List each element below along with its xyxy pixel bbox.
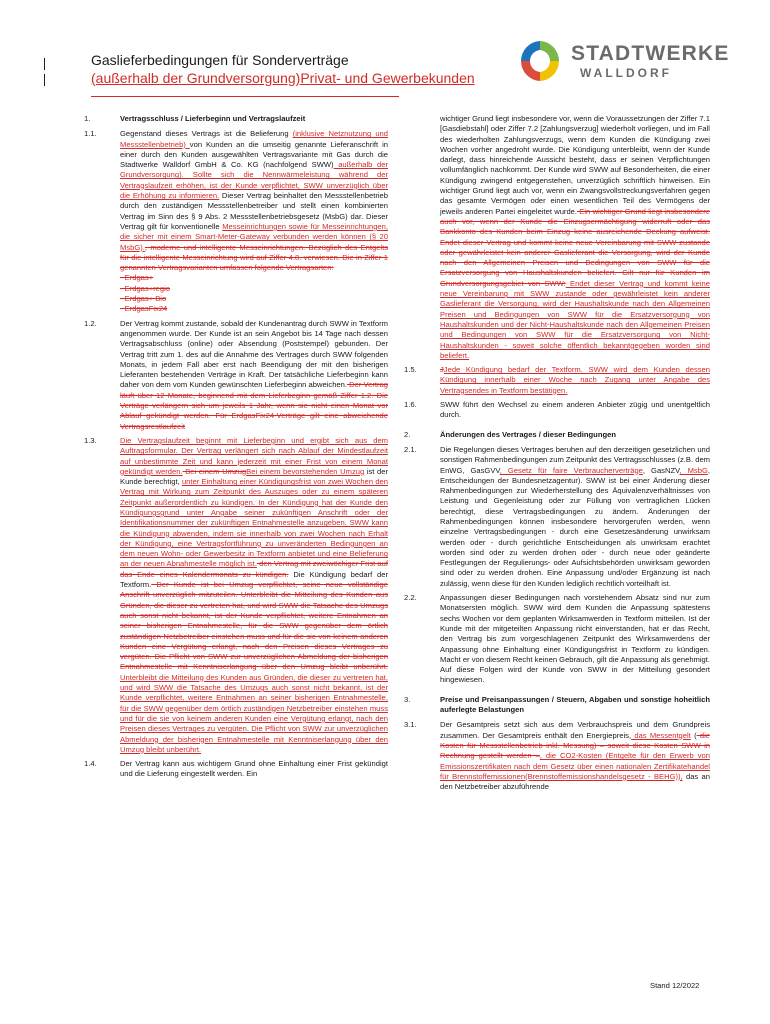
logo-arc-red: [521, 61, 540, 81]
logo-arc-yellow: [540, 61, 559, 81]
clause-text: das an den Netzbetreiber abzuführende: [440, 771, 710, 792]
clause-text: SWW führt den Wechsel zu einem anderen Anbieter zügig und unentgeltlich durch.: [440, 400, 710, 420]
clause-1-6: [404, 400, 710, 421]
logo-city: WALLDORF: [580, 66, 672, 80]
inserted-text: Bei einem bevorstehenden Umzug: [246, 466, 365, 476]
inserted-text: Messeinrichtungen sowie für Messeinrichtungen, die sicher mit einem Smart-Meter-Gateway verbunden werden können (§ 20 MsbG).: [120, 221, 388, 252]
clause-2-2: [404, 593, 710, 686]
clause-text: wichtiger Grund liegt insbesondere vor, wenn die Voraussetzungen der Ziffer 7.1 [Gasdiebstahl] oder Ziffer 7.2 [Zahlungsverzug] wiederholt vorliegen, und im Fall des wiederholten Zahlungsverzugs, wenn dem Kunden die Kündigung zwei Wochen vorher angedroht wurde. Die Kündigung unterbleibt, wenn der Kunde darlegt, dass hinreichende Aussicht besteht, dass er seinen Verpflichtungen vollumfänglich nachkommt. Der Kunde wird SWW auf Besonderheiten, die einer Kündigung zwingend entgegenstehen, unverzüglich schriftlich hinweisen.: [440, 114, 710, 185]
change-bar: [44, 58, 45, 70]
clause-number: 3.1.: [404, 720, 417, 730]
inserted-text: Unterbleibt die Mitteilung des Kunden aus Gründen, die dieser zu vertreten hat, und wird SWW die Tatsache des Umzugs auch sonst nicht bekannt, ist der Kunde verpflichtet, weitere Entnahmen an seiner bisherigen Entnahmestelle, für die SWW gegenüber dem örtlich zuständigen Netzbetreiber einstehen muss und für die sie von keinem anderen Kunden eine Vergütung erlangt, nach den Preisen dieses Vertrages zu vergüten. Die Pflicht von SWW zur unverzüglichen Abmeldung der bisherigen Entnahmestelle mit Kenntniserlangung über den Umzug bleibt unberührt.: [120, 672, 388, 754]
deleted-text: Ein wichtiger Grund liegt insbesondere auch vor, wenn der Kunde die Einzugsermächtigung widerruft oder das Bankkonto des Kunden beim Einzug keine ausreichende Deckung aufweist. Endet dieser Vertrag und kommt keine neue Vereinbarung mit SWW zustande oder gewährleistet kein anderer Gaslieferant die Versorgung, wird der Kunde nach den Allgemeinen Preisen und Bedingungen von SWW für die Ersatzversorgung von Haushaltskunden beliefert. Gilt nur für Kunden im Grundversorgungsgebiet von SWW:: [440, 206, 710, 288]
clause-3-1: [404, 720, 710, 792]
inserted-text: unter Einhaltung einer Kündigungsfrist von zwei Wochen den Vertrag mit Wirkung zum Zeitpunkt des Auszuges oder zu einem späteren Zeitpunkt außerordentlich zu kündigen. In der Kündigung hat der Kunde den Kündigungsgrund unter Angabe seiner zukünftigen Anschrift oder der Identifikationsnummer der zukünftigen Entnahmestelle anzugeben. SWW kann die Kündigung abwenden, indem sie innerhalb von zwei Wochen nach Erhalt der Kündigung, eine Vertragsfortführung zu unveränderten Bedingungen an dem neuen Wohn- oder Gewerbesitz in Textform anbietet und eine Belieferung an der neuen Abnahmestelle möglich ist.: [120, 477, 388, 569]
section-2-heading: [404, 430, 710, 440]
clause-text: Ein wichtiger Grund liegt auch vor, wenn ein Zwangsvollstreckungsverfahren gegen das gesamte Vermögen oder einen wesentlichen Teil des Vermögens der jeweils anderen Partei eingeleitet wurde.: [440, 175, 710, 216]
deleted-text: Bei einem Umzug: [182, 466, 247, 476]
deleted-text: Der Kunde ist bei Umzug verpflichtet, seine neue vollständige Anschrift unverzüglich mitzuteilen. Unterbleibt die Mitteilung des Kunden aus Gründen, die dieser zu vertreten hat, und wird SWW die Tatsache des Umzugs auch sonst nicht bekannt, ist der Kunde verpflichtet, weitere Entnahmen an seiner bisherigen Entnahmestelle, für die SWW gegenüber dem örtlich zuständigen Netzbetreiber einstehen muss und für die sie von keinem anderen Kunden eine Vergütung erlangt, nach den Preisen dieses Vertrages zu vergüten. Die Pflicht von SWW zur unverzüglichen Abmeldung der bisherigen Entnahmestelle mit Kenntniserlangung über den Umzug bleibt unberührt.: [120, 580, 388, 672]
change-bar: [44, 74, 45, 86]
inserted-text: Die Vertragslaufzeit beginnt mit Lieferbeginn und ergibt sich aus dem Auftragsformular. Der Vertrag verlängert sich nach Ablauf der Mindestlaufzeit auf unbestimmte Zeit und kann jederzeit mit einer Frist von einem Monat gekündigt werden.: [120, 435, 388, 476]
subtitle-rest: Privat- und Gewerbekunden: [300, 70, 475, 86]
inserted-text: , die CO2-Kosten (Entgelte für den Erwerb von Emissionszertifikaten nach dem Gesetz über einen nationalen Zertifikatehandel für Brennstoffemissionen(Brennstoffemissionshandelsgesetz - BEHG)),: [440, 751, 710, 781]
inserted-text: Endet dieser Vertrag und kommt keine neue Vereinbarung mit SWW zustande oder gewährleistet kein anderer Gaslieferant die Versorgung, wird der Haushaltskunde nach den Allgemeinen Preisen und Bedingungen von SWW für die Ersatzversorgung von Haushaltskunden und der Nicht-Haushaltskunde nach den Allgemeinen Preisen und Bedingungen von SWW für die Ersatzversorgung von Nicht-Haushaltskunden - soweit solche öffentlich bekanntgegeben worden sind beliefert.: [440, 278, 710, 360]
left-column: [84, 114, 388, 780]
clause-number: 2.1.: [404, 444, 417, 454]
document-title: Gaslieferbedingungen für Sonderverträge: [91, 52, 349, 68]
clause-text: Der Vertrag kommt zustande, sobald der Kundenantrag durch SWW in Textform angenommen wurde. Der Kunde ist an sein Angebot bis 14 Tage nach dessen Vertragsabschluss (online) oder Absendung (Poststempel) gebunden. Der Vertrag tritt zum 1. des auf die Annahme des Vertrages durch SWW folgenden Monats, in jedem Fall aber erst nach Beendigung der mit den bisherigen Lieferanten bestehenden Verträge in Kraft. Der tatsächliche Lieferbeginn kann daher von dem vom Kunden gewünschten Lieferbeginn abweichen.: [120, 318, 388, 390]
section-title: Vertragsschluss / Lieferbeginn und Vertragslaufzeit: [120, 114, 306, 123]
inserted-text: das Messentgelt: [631, 730, 691, 740]
section-1-heading: [84, 114, 388, 124]
clause-1-4-continued: [404, 114, 710, 361]
deleted-text: , moderne und intelligente Messeinrichtungen. Bezüglich des Entgelts für die intelligente Messeinrichtung wird auf Ziffer 4.8. verwiesen. Die in Ziffer 1 genannten Vertragsvarianten umfassen folgende Vertragsarten:: [120, 242, 388, 273]
section-number: 1.: [84, 114, 91, 123]
clause-text: Der Vertrag kann aus wichtigem Grund ohne Einhaltung einer Frist gekündigt und die Lieferung eingestellt werden. Ein: [120, 759, 388, 779]
title-rule: [91, 96, 399, 97]
clause-2-1: [404, 445, 710, 589]
clause-number: 1.4.: [84, 759, 97, 769]
deleted-text: den Vertrag mit zweiwöchiger Frist auf das Ende eines Kalendermonats zu kündigen.: [120, 559, 388, 579]
clause-number: 2.2.: [404, 593, 417, 603]
section-3-heading: [404, 695, 710, 716]
variant-list-item: - Erdgas+regio: [120, 283, 171, 293]
clause-number: 1.5.: [404, 365, 417, 375]
inserted-text: außerhalb der Grundversorgung). Sollte sich die Nennwärmeleistung während der Vertragslaufzeit erhöhen, ist der Kunde verpflichtet, SWW unverzüglich über die Erhöhung zu informieren.: [120, 160, 388, 201]
section-title: Änderungen des Vertrages / dieser Bedingungen: [440, 429, 616, 439]
variant-list-item: - Erdgas+ Bio: [120, 294, 167, 304]
inserted-text: , Gesetz für faire Verbraucherverträge: [499, 465, 643, 475]
subtitle-inserted: (außerhalb der Grundversorgung): [91, 70, 301, 86]
clause-number: 1.3.: [84, 435, 97, 445]
clause-text: Anpassungen dieser Bedingungen nach vorstehendem Absatz sind nur zum Monatsersten möglich. SWW wird dem Kunden die Anpassung spätestens sechs Wochen vor dem geplanten Wirksamwerden in Textform mitteilen. Ist der Kunde mit der mitgeteilten Anpassung nicht einverstanden, hat er das Recht, den Vertrag bis zum vorgeschlagenen Zeitpunkt des Wirksamwerdens der Anpassung ohne Einhaltung einer Kündigungsfrist in Textform zu kündigen. Macht er von diesem Recht keinen Gebrauch, gilt die Anpassung als genehmigt. Auf diese Folgen wird der Kunde von SWW in der Mitteilung gesondert hingewiesen.: [440, 593, 710, 685]
variant-list-item: - Erdgas+: [120, 273, 154, 283]
deleted-text: – soweit diese Kosten SWW in Rechnung gestellt werden –: [440, 740, 710, 761]
clause-1-3: [84, 436, 388, 755]
logo-arc-blue: [521, 41, 540, 61]
clause-number: 1.6.: [404, 400, 417, 410]
clause-1-4: [84, 759, 388, 780]
deleted-text: Der Vertrag läuft über 12 Monate, beginnend mit dem Lieferbeginn gemäß Ziffer 1.2. Die Verträge verlängern sich um jeweils 1 Jahr, wenn sie nicht einen Monat vor Ablauf gekündigt werden. Für ErdgasFix24-Verträge gilt eine abweichende Vertragsrestlaufzeit: [120, 380, 388, 431]
clause-1-2: [84, 319, 388, 432]
section-number: 2.: [404, 429, 411, 439]
inserted-text: (inklusive Netznutzung und Messstellenbetrieb): [120, 129, 388, 149]
clause-text: Die Regelungen dieses Vertrages beruhen auf den derzeitigen gesetzlichen und sonstigen Rahmenbedingungen zum Zeitpunkt des Vertragsschlusses (z.B. dem EnWG, GasGVV: [440, 444, 710, 475]
clause-1-5: [404, 365, 710, 396]
deleted-text: J: [440, 365, 444, 375]
clause-text: , GasNZV: [642, 465, 680, 475]
section-title: Preise und Preisanpassungen / Steuern, Abgaben und sonstige hoheitlich auferlegte Belastungen: [440, 694, 710, 715]
logo-arc-green: [540, 41, 559, 61]
inserted-text: Jede Kündigung bedarf der Textform. SWW wird dem Kunden dessen Kündigung innerhalb einer Woche nach Zugang unter Angabe des Vertragsendes in Textform bestätigen.: [440, 365, 710, 395]
clause-text: Dieser Vertrag beinhaltet den Messstellenbetrieb durch den zuständigen Messstellenbetreiber und stellt einen kombinierten Vertrag im Sinn des § 9 Abs. 2 Messstellenbetriebsgesetz (MsbG) dar. Dieser Vertrag gilt für konventionelle: [120, 191, 388, 231]
logo-name: STADTWERKE: [571, 42, 730, 65]
footer-date: Stand 12/2022: [650, 981, 700, 990]
deleted-text: die Kosten für Messstellenbetrieb inkl. Messung): [440, 730, 710, 750]
clause-text: Der Gesamtpreis setzt sich aus dem Verbrauchspreis und dem Grundpreis zusammen. Der Gesamtpreis enthält den Energiepreis,: [440, 720, 710, 740]
clause-text: , Entscheidungen der Bundesnetzagentur). SWW ist bei einer Änderung dieser Rahmenbedingungen zur Wiederherstellung des Äquivalenzverhältnisses von Leistung und Gegenleistung oder zur Füllung von vertraglichen Lücken berechtigt, diese Vertragsbedingungen zu ändern. Änderungen der Rahmenbedingungen können insbesondere hervorgerufen werden, wenn einzelne Vertragsbedingungen - durch eine Gesetzesänderung unwirksam werden oder - durch gerichtliche Entscheidungen als unwirksam erachtet worden sind oder zu werden drohen oder - durch neue oder geänderte Festlegungen der Regulierungs- oder Aufsichtsbehörden unwirksam geworden sind oder zu werden drohen. Eine Anpassung und/oder Ergänzung ist nach zulässig, wenn diese für den Kunden lediglich rechtlich vorteilhaft ist.: [440, 465, 710, 588]
clause-text: ist der Kunde berechtigt,: [120, 466, 389, 487]
clause-number: 1.2.: [84, 318, 97, 328]
section-number: 3.: [404, 694, 411, 704]
clause-text: von Kunden an die umseitig genannte Lieferanschrift in einer durch den Kunden ausgewählten Vertragsvariante mit Gas durch die Stadtwerke Walldorf GmbH & Co. KG (nachfolgend SWW): [120, 139, 389, 170]
clause-text: Die Kündigung bedarf der Textform.: [120, 569, 389, 590]
document-subtitle: [91, 69, 475, 87]
inserted-text: , MsbG: [679, 465, 708, 475]
right-column: [404, 114, 710, 792]
clause-text: (: [690, 730, 697, 740]
clause-text: Gegenstand dieses Vertrags ist die Belieferung: [120, 129, 293, 139]
clause-number: 1.1.: [84, 129, 97, 139]
variant-list-item: - ErdgasFix24: [120, 304, 168, 314]
clause-1-1: [84, 129, 388, 314]
